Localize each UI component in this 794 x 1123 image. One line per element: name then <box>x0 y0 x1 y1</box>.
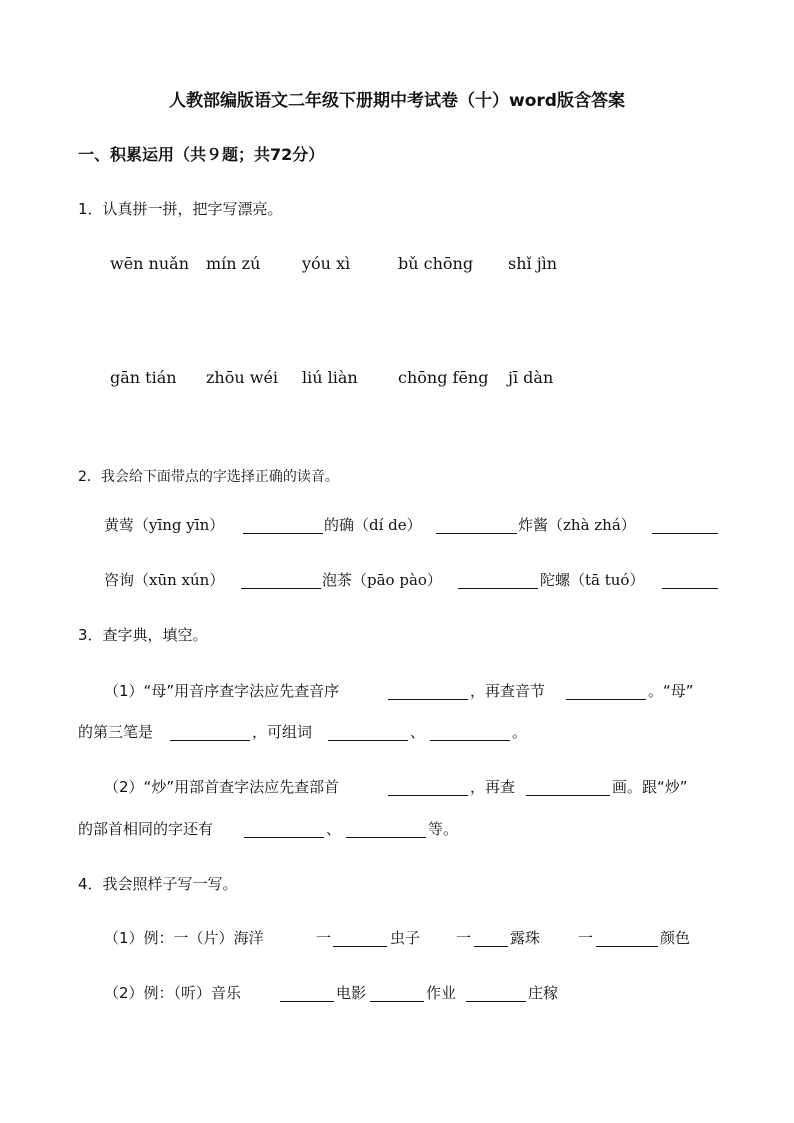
reading-item: 咨询（xūn xún） <box>104 571 225 589</box>
fill-text: 电影 <box>336 984 367 1002</box>
reading-item: 炸酱（zhà zhá） <box>518 516 636 534</box>
pinyin-item: gān tián <box>110 368 177 387</box>
fill-text: 庄稼 <box>528 984 559 1002</box>
question-2-stem: 2．我会给下面带点的字选择正确的读音。 <box>78 469 339 485</box>
pinyin-item: bǔ chōng <box>398 254 474 273</box>
answer-blank[interactable] <box>566 683 646 700</box>
fill-text: 一 <box>456 929 472 947</box>
answer-blank[interactable] <box>243 517 323 534</box>
answer-blank[interactable] <box>662 572 718 589</box>
pinyin-item: wēn nuǎn <box>110 254 190 273</box>
fill-text: 。“母” <box>648 682 694 700</box>
pinyin-item: yóu xì <box>302 254 351 273</box>
question-3-stem: 3．查字典，填空。 <box>78 626 208 644</box>
answer-blank[interactable] <box>370 985 424 1002</box>
answer-blank[interactable] <box>346 821 426 838</box>
fill-text: ，再查 <box>470 778 516 796</box>
fill-text: 露珠 <box>510 929 541 947</box>
fill-text: （1）“母”用音序查字法应先查音序 <box>104 682 340 700</box>
fill-text: （2）“炒”用部首查字法应先查部首 <box>104 778 340 796</box>
answer-blank[interactable] <box>280 985 334 1002</box>
answer-blank[interactable] <box>458 572 538 589</box>
fill-text: 一 <box>316 929 332 947</box>
answer-blank[interactable] <box>388 683 468 700</box>
fill-text: 作业 <box>426 984 457 1002</box>
pinyin-item: zhōu wéi <box>206 368 279 387</box>
answer-blank[interactable] <box>652 517 718 534</box>
pinyin-item: chōng fēng <box>398 368 489 387</box>
fill-text: （1）例：一（片）海洋 <box>104 929 264 947</box>
answer-blank[interactable] <box>333 930 387 947</box>
answer-blank[interactable] <box>388 779 468 796</box>
document-title: 人教部编版语文二年级下册期中考试卷（十）word版含答案 <box>169 91 625 111</box>
fill-text: （2）例：（听）音乐 <box>104 984 242 1002</box>
fill-text: 等。 <box>428 820 459 838</box>
answer-blank[interactable] <box>430 724 510 741</box>
answer-blank[interactable] <box>436 517 517 534</box>
fill-text: 颜色 <box>660 929 691 947</box>
pinyin-item: shǐ jìn <box>508 254 558 273</box>
fill-text: 、 <box>326 820 342 838</box>
answer-blank[interactable] <box>170 724 250 741</box>
fill-text: 。 <box>512 723 528 741</box>
fill-text: ，再查音节 <box>470 682 546 700</box>
answer-blank[interactable] <box>526 779 610 796</box>
fill-text: 的第三笔是 <box>78 723 154 741</box>
answer-blank[interactable] <box>244 821 324 838</box>
pinyin-item: jī dàn <box>508 368 554 387</box>
fill-text: 一 <box>578 929 594 947</box>
answer-blank[interactable] <box>474 930 508 947</box>
reading-item: 黄莺（yīng yīn） <box>104 516 225 534</box>
question-1-stem: 1．认真拼一拼，把字写漂亮。 <box>78 200 283 218</box>
fill-text: 、 <box>410 723 426 741</box>
answer-blank[interactable] <box>596 930 658 947</box>
answer-blank[interactable] <box>328 724 408 741</box>
pinyin-item: liú liàn <box>302 368 358 387</box>
pinyin-item: mín zú <box>206 254 261 273</box>
answer-blank[interactable] <box>241 572 321 589</box>
answer-blank[interactable] <box>466 985 526 1002</box>
reading-item: 陀螺（tā tuó） <box>540 571 645 589</box>
fill-text: ，可组词 <box>252 723 313 741</box>
section-heading: 一、积累运用（共９题；共72分） <box>78 145 325 164</box>
reading-item: 的确（dí de） <box>324 516 422 534</box>
fill-text: 虫子 <box>390 929 421 947</box>
reading-item: 泡茶（pāo pào） <box>322 571 442 589</box>
fill-text: 画。跟“炒” <box>612 778 688 796</box>
question-4-stem: 4．我会照样子写一写。 <box>78 875 238 893</box>
fill-text: 的部首相同的字还有 <box>78 820 214 838</box>
